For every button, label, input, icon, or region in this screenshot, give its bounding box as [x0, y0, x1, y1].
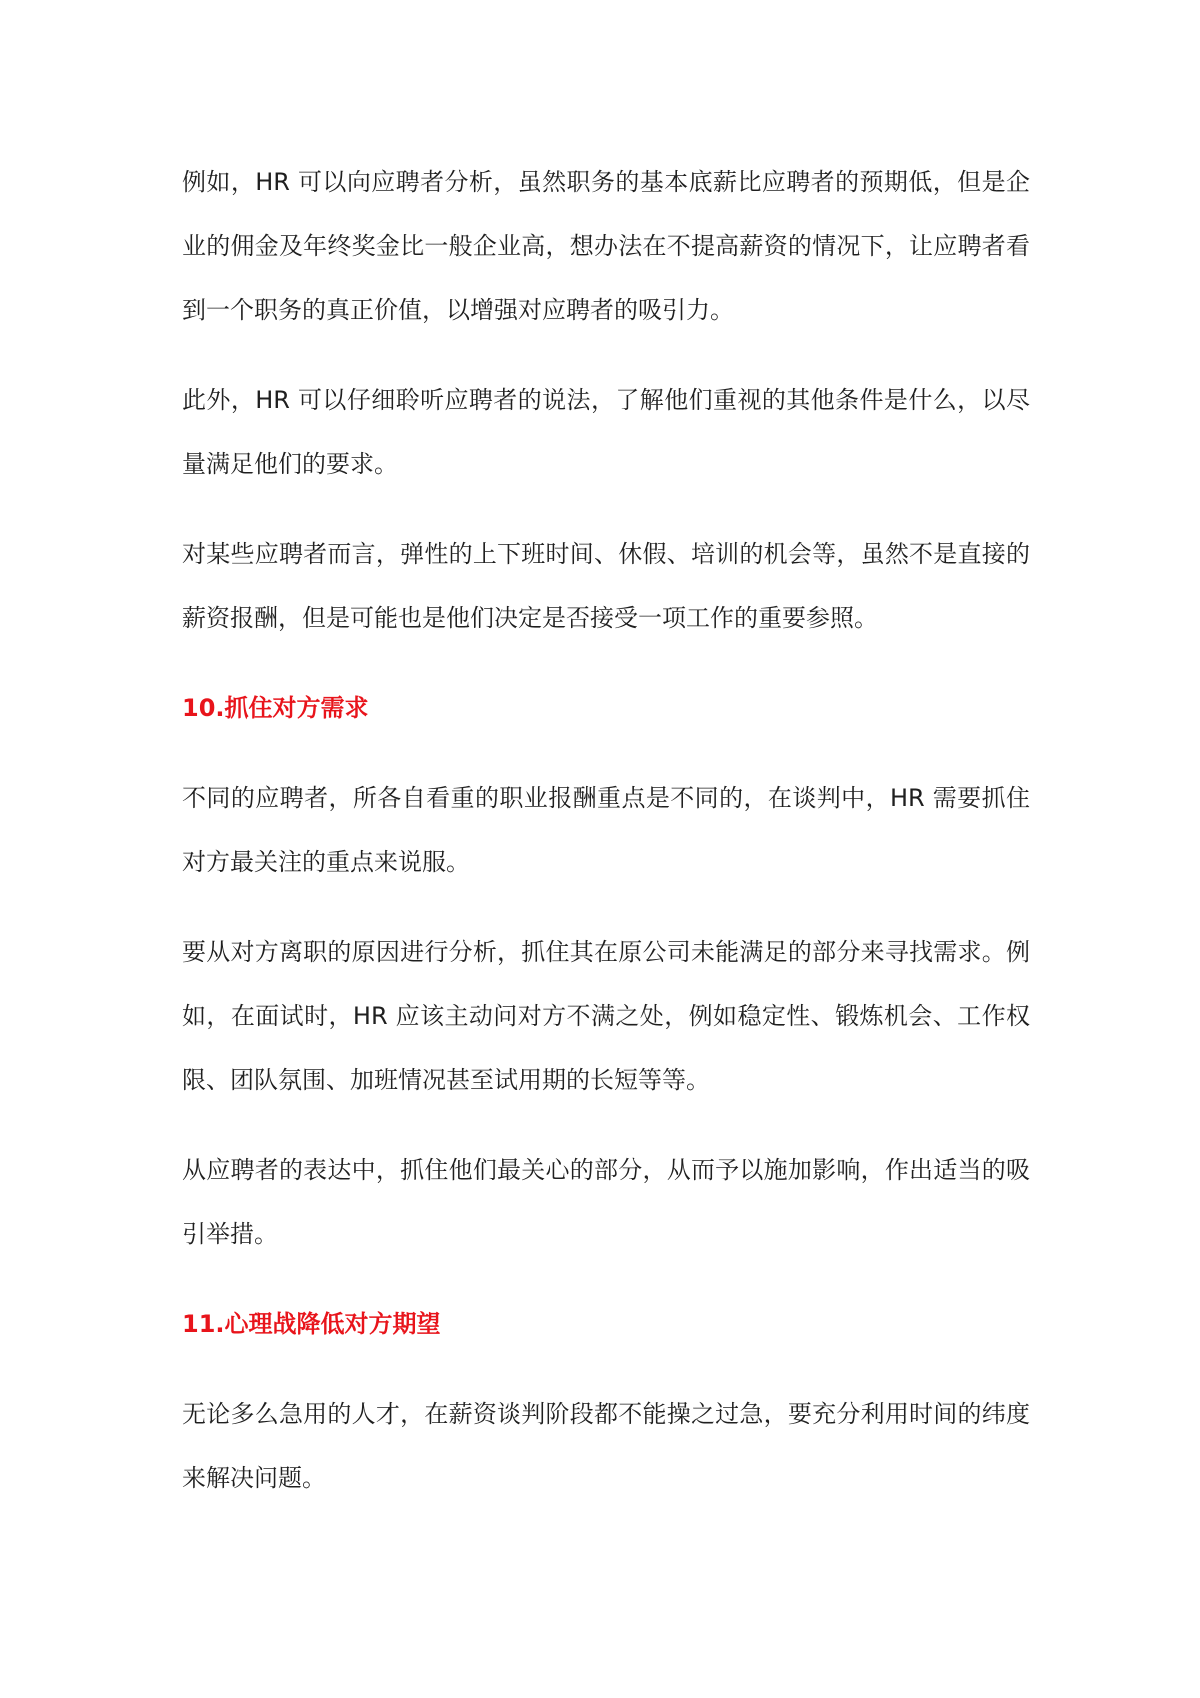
paragraph: 此外，HR 可以仔细聆听应聘者的说法，了解他们重视的其他条件是什么，以尽量满足他们的要求。: [182, 386, 1030, 478]
paragraph: 从应聘者的表达中，抓住他们最关心的部分，从而予以施加影响，作出适当的吸引举措。: [182, 1156, 1030, 1248]
paragraph: 对某些应聘者而言，弹性的上下班时间、休假、培训的机会等，虽然不是直接的薪资报酬，但是可能也是他们决定是否接受一项工作的重要参照。: [182, 540, 1030, 632]
section-heading: 11.心理战降低对方期望: [182, 1310, 441, 1338]
paragraph: 要从对方离职的原因进行分析，抓住其在原公司未能满足的部分来寻找需求。例如，在面试时，HR 应该主动问对方不满之处，例如稳定性、锻炼机会、工作权限、团队氛围、加班情况甚至试用期的长短等等。: [182, 938, 1030, 1094]
section-heading: 10.抓住对方需求: [182, 694, 369, 722]
paragraph: 不同的应聘者，所各自看重的职业报酬重点是不同的，在谈判中，HR 需要抓住对方最关注的重点来说服。: [182, 784, 1030, 876]
paragraph: 例如，HR 可以向应聘者分析，虽然职务的基本底薪比应聘者的预期低，但是企业的佣金及年终奖金比一般企业高，想办法在不提高薪资的情况下，让应聘者看到一个职务的真正价值，以增强对应聘者的吸引力。: [182, 168, 1030, 324]
paragraph: 无论多么急用的人才，在薪资谈判阶段都不能操之过急，要充分利用时间的纬度来解决问题。: [182, 1400, 1030, 1492]
document-body: [182, 150, 1030, 1536]
